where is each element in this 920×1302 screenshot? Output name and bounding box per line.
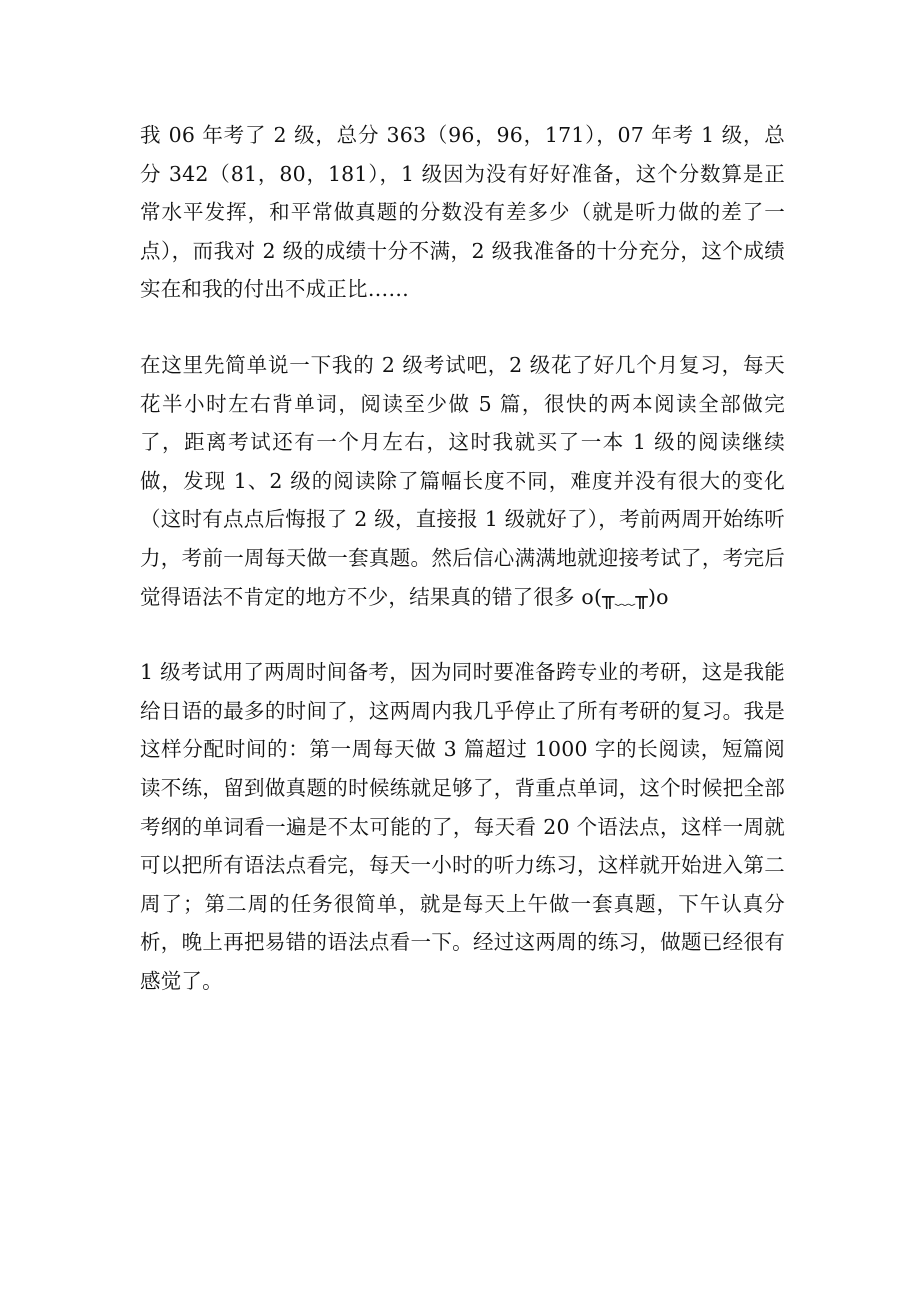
paragraph-exam-scores: 我 06 年考了 2 级，总分 363（96，96，171），07 年考 1 级，总分 342（81，80，181），1 级因为没有好好准备，这个分数算是正常水平发挥，和平常做真题的分数没有差多少（就是听力做的差了一点），而我对 2 级的成绩十分不满，2 级我准备的十分充分，这个成绩实在和我的付出不成正比……	[140, 123, 785, 302]
paragraph-level2-preparation: 在这里先简单说一下我的 2 级考试吧，2 级花了好几个月复习，每天花半小时左右背单词，阅读至少做 5 篇，很快的两本阅读全部做完了，距离考试还有一个月左右，这时我就买了一本 1 级的阅读继续做，发现 1、2 级的阅读除了篇幅长度不同，难度并没有很大的变化（这时有点点后悔报了 2 级，直接报 1 级就好了），考前两周开始练听力，考前一周每天做一套真题。然后信心满满地就迎接考试了，考完后觉得语法不肯定的地方不少，结果真的错了很多 o(╥﹏╥)o	[140, 352, 785, 609]
paragraph-level1-preparation: 1 级考试用了两周时间备考，因为同时要准备跨专业的考研，这是我能给日语的最多的时间了，这两周内我几乎停止了所有考研的复习。我是这样分配时间的：第一周每天做 3 篇超过 1000 字的长阅读，短篇阅读不练，留到做真题的时候练就足够了，背重点单词，这个时候把全部考纲的单词看一遍是不太可能的了，每天看 20 个语法点，这样一周就可以把所有语法点看完，每天一小时的听力练习，这样就开始进入第二周了；第二周的任务很简单，就是每天上午做一套真题，下午认真分析，晚上再把易错的语法点看一下。经过这两周的练习，做题已经很有感觉了。	[140, 660, 785, 993]
document-page	[140, 116, 785, 1000]
